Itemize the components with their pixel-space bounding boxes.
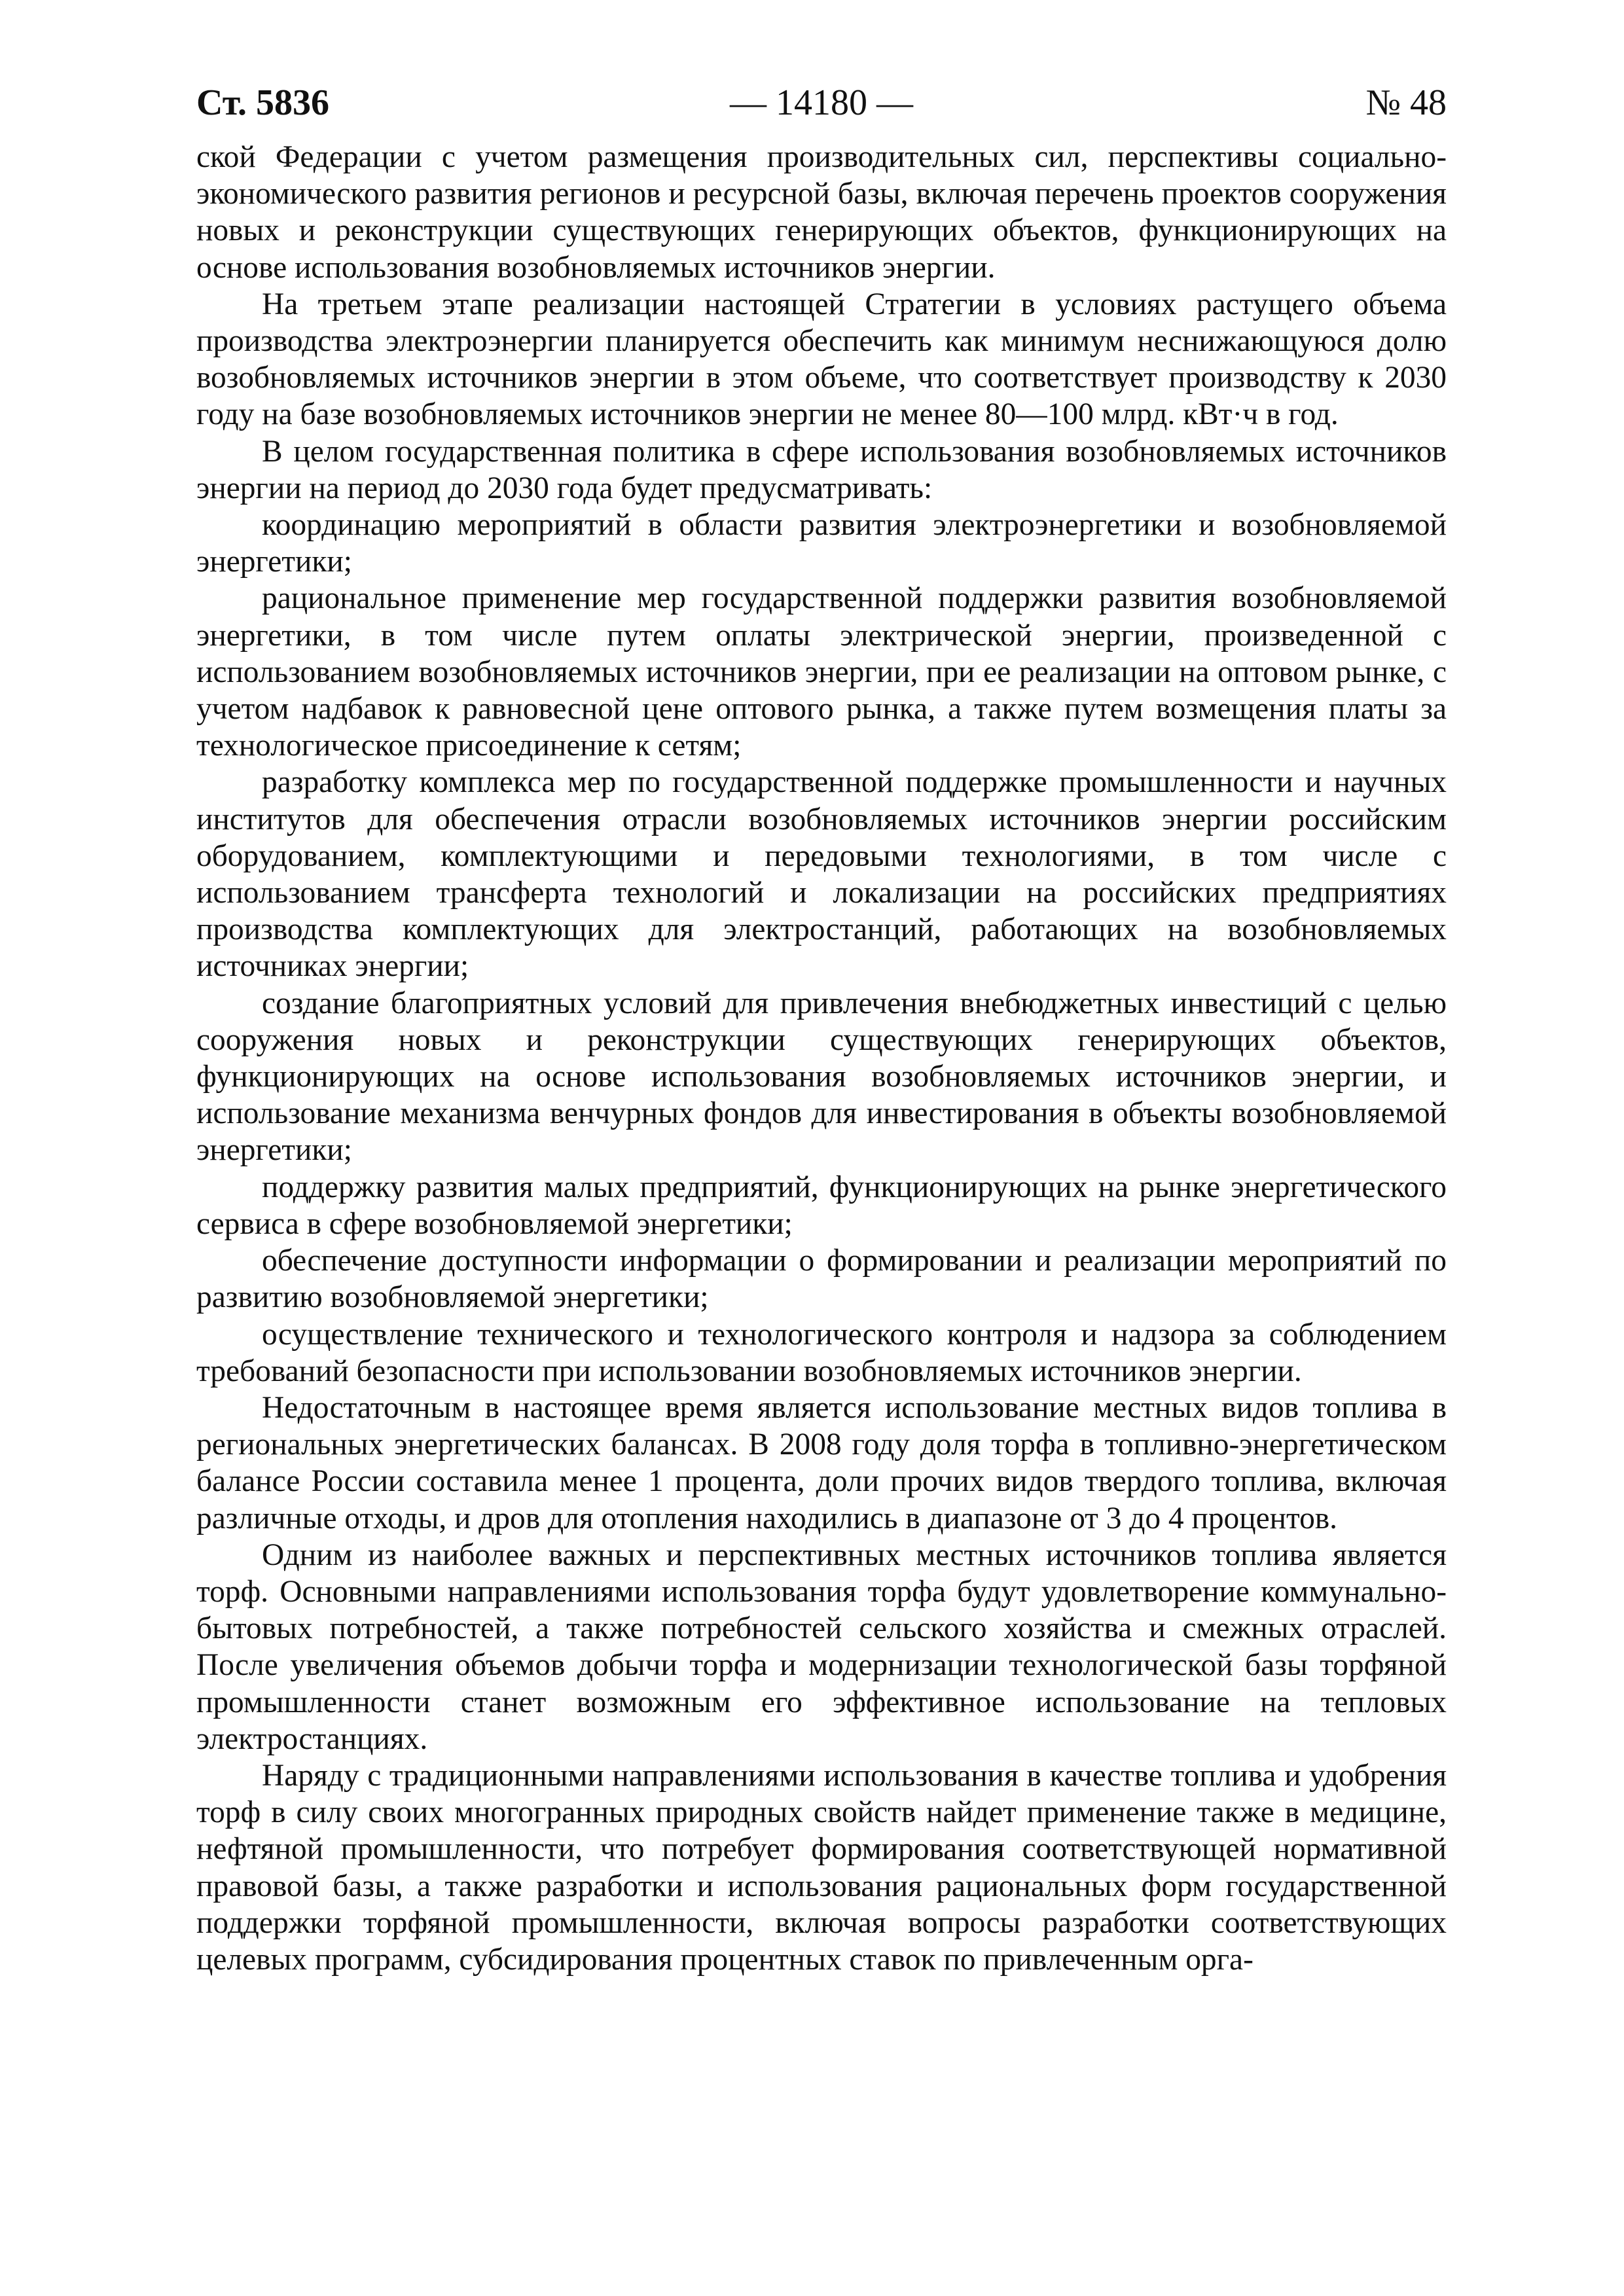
list-item: обеспечение доступности информации о формировании и реализации мероприятий по развитию возобновляемой энергетики; (196, 1244, 1447, 1315)
list-item: создание благоприятных условий для привлечения внебюджетных инвестиций с целью сооружения новых и реконструкции существующих генерирующих объектов, функционирующих на основе использования возобновляемых источников энергии, и использование механизма венчурных фондов для инвестирования в объекты возобновляемой энергетики; (196, 986, 1447, 1168)
paragraph: Одним из наиболее важных и перспективных местных источников топлива является торф. Основными направлениями использования торфа будут удовлетворение коммунально-бытовых потребностей, а также потребностей сельского хозяйства и смежных отраслей. После увеличения объемов добычи торфа и модернизации технологической базы торфяной промышленности станет возможным его эффективное использование на тепловых электростанциях. (196, 1537, 1447, 1756)
document-body (196, 139, 1447, 1978)
paragraph-continuation: ской Федерации с учетом размещения производительных сил, перспективы социально-экономического развития регионов и ресурсной базы, включая перечень проектов сооружения новых и реконструкции существующих генерирующих объектов, функционирующих на основе использования возобновляемых источников энергии. (196, 140, 1447, 285)
list-item: разработку комплекса мер по государственной поддержке промышленности и научных институтов для обеспечения отрасли возобновляемых источников энергии российским оборудованием, комплектующими и передовыми технологиями, в том числе с использованием трансферта технологий и локализации на российских предприятиях производства комплектующих для электростанций, работающих на возобновляемых источниках энергии; (196, 765, 1447, 984)
list-item: поддержку развития малых предприятий, функционирующих на рынке энергетического сервиса в сфере возобновляемой энергетики; (196, 1170, 1447, 1241)
paragraph: На третьем этапе реализации настоящей Стратегии в условиях растущего объема производства электроэнергии планируется обеспечить как минимум неснижающуюся долю возобновляемых источников энергии в этом объеме, что соответствует производству к 2030 году на базе возобновляемых источников энергии не менее 80—100 млрд. кВт·ч в год. (196, 287, 1447, 432)
list-item: координацию мероприятий в области развития электроэнергетики и возобновляемой энергетики; (196, 508, 1447, 579)
paragraph: В целом государственная политика в сфере использования возобновляемых источников энергии на период до 2030 года будет предусматривать: (196, 434, 1447, 505)
paragraph: Недостаточным в настоящее время является использование местных видов топлива в региональных энергетических балансах. В 2008 году доля торфа в топливно-энергетическом балансе России составила менее 1 процента, доли прочих видов твердого топлива, включая различные отходы, и дров для отопления находились в диапазоне от 3 до 4 процентов. (196, 1390, 1447, 1535)
page-number: — 14180 — (730, 82, 913, 123)
list-item: рациональное применение мер государственной поддержки развития возобновляемой энергетики, в том числе путем оплаты электрической энергии, произведенной с использованием возобновляемых источников энергии, при ее реализации на оптовом рынке, с учетом надбавок к равновесной цене оптового рынка, а также путем возмещения платы за технологическое присоединение к сетям; (196, 581, 1447, 763)
page-header (196, 73, 1447, 132)
paragraph: Наряду с традиционными направлениями использования в качестве топлива и удобрения торф в силу своих многогранных природных свойств найдет применение также в медицине, нефтяной промышленности, что потребует формирования соответствующей нормативной правовой базы, а также разработки и использования рациональных форм государственной поддержки торфяной промышленности, включая вопросы разработки соответствующих целевых программ, субсидирования процентных ставок по привлеченным орга- (196, 1758, 1447, 1977)
list-item: осуществление технического и технологического контроля и надзора за соблюдением требований безопасности при использовании возобновляемых источников энергии. (196, 1317, 1447, 1388)
article-number: Ст. 5836 (196, 82, 329, 123)
issue-number: № 48 (1365, 82, 1447, 123)
